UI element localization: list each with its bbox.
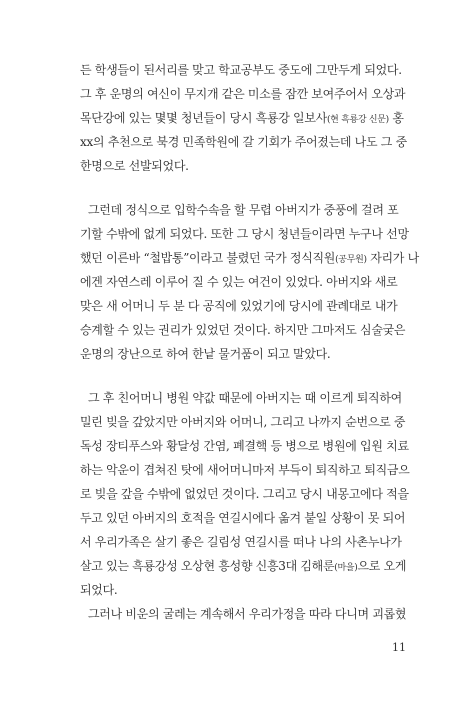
text-line [80, 246, 419, 270]
text-line: 독성 장티푸스와 황달성 간염, 폐결핵 등 병으로 병원에 입원 치료 [80, 439, 409, 453]
text-line [80, 554, 410, 578]
text-line: 하는 악운이 겹쳐진 탓에 새어머니마저 부득이 퇴직하고 퇴직금으 [80, 463, 410, 477]
text-line: 에겐 자연스레 이루어 질 수 있는 여건이 있었다. 아버지와 새로 [80, 275, 398, 289]
text-line: 승계할 수 있는 권리가 있었던 것이다. 하지만 그마저도 심술궂은 [80, 323, 406, 337]
text-line: 기할 수밖에 없게 되었다. 또한 그 당시 청년들이라면 누구나 선망 [80, 227, 409, 241]
text-segment: 했던 이른바 “철밥통”이라고 불렸던 국가 정식직원 [80, 251, 336, 265]
paragraph-3 [80, 386, 410, 602]
text-line: 두고 있던 아버지의 호적을 연길시에다 옮겨 붙일 상황이 못 되어 [80, 511, 406, 525]
text-line: 든 학생들이 된서리를 맞고 학교공부도 중도에 그만두게 되었다. [80, 63, 402, 77]
text-line: 되었다. [80, 583, 118, 597]
inline-note: (마을) [334, 563, 358, 573]
text-line: 서 우리가족은 살기 좋은 길림성 연길시를 떠나 나의 사촌누나가 [80, 535, 402, 549]
text-line: 로 빚을 갚을 수밖에 없었던 것이다. 그리고 당시 내몽고에다 적을 [80, 487, 409, 501]
paragraph-gap [80, 178, 410, 198]
text-line: 맞은 새 어머니 두 분 다 공직에 있었기에 당시에 관례대로 내가 [80, 299, 398, 313]
document-page [80, 58, 419, 626]
text-segment: 목단강에 있는 몇몇 청년들이 당시 흑룡강 일보사 [80, 111, 327, 125]
page-number: 11 [392, 641, 406, 654]
paragraph-1 [80, 58, 410, 178]
paragraph-gap [80, 366, 410, 386]
text-line: 그러나 비운의 굴레는 계속해서 우리가정을 따라 다니며 괴롭혔 [88, 607, 407, 621]
inline-note: (현 흑룡강 신문) [326, 115, 389, 125]
paragraph-2 [80, 198, 419, 366]
text-segment: 살고 있는 흑룡강성 오상현 흥성향 신흥3대 김해룬 [80, 559, 335, 573]
text-line [80, 106, 410, 130]
text-line: 그 후 운명의 여신이 무지개 같은 미소를 잠깐 보여주어서 오상과 [80, 87, 406, 101]
text-line: xx의 추천으로 북경 민족학원에 갈 기회가 주어졌는데 나도 그 중 [80, 135, 407, 149]
text-segment: 으로 오게 [357, 559, 407, 573]
paragraph-4 [80, 602, 410, 626]
inline-note: (공무원) [335, 255, 367, 265]
text-line: 한명으로 선발되었다. [80, 159, 189, 173]
text-line: 운명의 장난으로 하여 한낱 물거품이 되고 말았다. [80, 347, 331, 361]
text-segment: 홍 [388, 111, 404, 125]
text-line: 그런데 정식으로 입학수속을 할 무렵 아버지가 중풍에 걸려 포 [88, 203, 399, 217]
text-segment: 자리가 나 [366, 251, 419, 265]
text-line: 그 후 친어머니 병원 약값 때문에 아버지는 때 이르게 퇴직하여 [88, 391, 402, 405]
text-line: 밀린 빚을 갚았지만 아버지와 어머니, 그리고 나까지 순번으로 중 [80, 415, 406, 429]
